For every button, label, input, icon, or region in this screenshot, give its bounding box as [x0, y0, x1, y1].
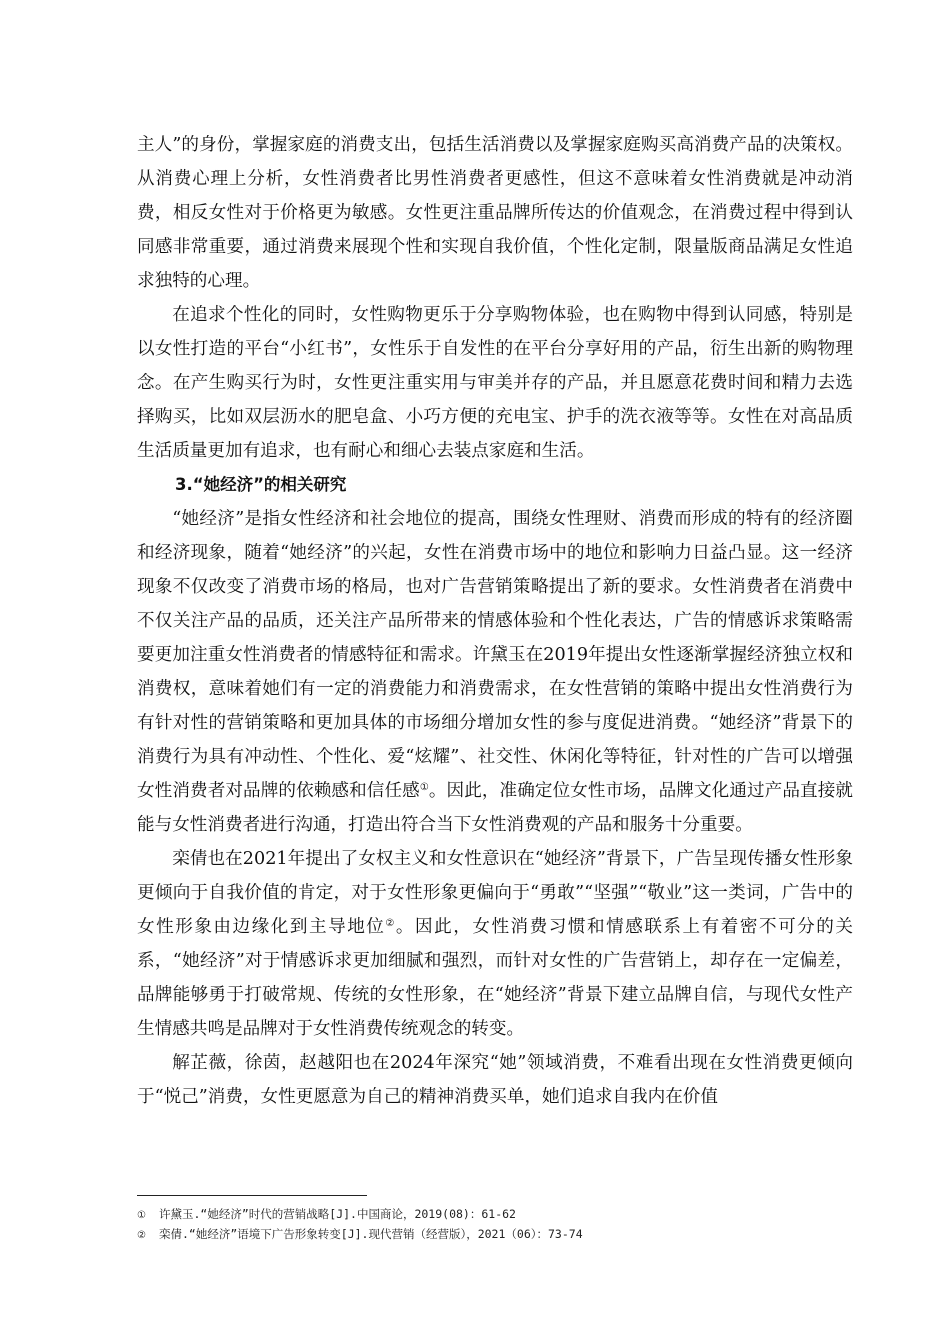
- footnote-1-text: 许黛玉.“她经济”时代的营销战略[J].中国商论，2019(08)：61-62: [159, 1207, 516, 1221]
- footnote-2: [137, 1225, 853, 1245]
- body-text: [137, 128, 853, 1114]
- paragraph-1: 主人”的身份，掌握家庭的消费支出，包括生活消费以及掌握家庭购买高消费产品的决策权。从消费心理上分析，女性消费者比男性消费者更感性，但这不意味着女性消费就是冲动消费，相反女性对于价格更为敏感。女性更注重品牌所传达的价值观念，在消费过程中得到认同感非常重要，通过消费来展现个性和实现自我价值，个性化定制，限量版商品满足女性追求独特的心理。: [137, 135, 853, 291]
- section-heading: 3.“她经济”的相关研究: [175, 475, 347, 494]
- paragraph-2: 在追求个性化的同时，女性购物更乐于分享购物体验，也在购物中得到认同感，特别是以女性打造的平台“小红书”，女性乐于自发性的在平台分享好用的产品，衍生出新的购物理念。在产生购买行为时，女性更注重实用与审美并存的产品，并且愿意花费时间和精力去选择购买，比如双层沥水的肥皂盒、小巧方便的充电宝、护手的洗衣液等等。女性在对高品质生活质量更加有追求，也有耐心和细心去装点家庭和生活。: [137, 305, 853, 461]
- footnote-ref-2[interactable]: ②: [385, 918, 396, 929]
- paragraph-4-text-b: 。因此，女性消费习惯和情感联系上有着密不可分的关系，“她经济”对于情感诉求更加细腻和强烈，而针对女性的广告营销上，却存在一定偏差，品牌能够勇于打破常规、传统的女性形象，在“她经济”背景下建立品牌自信，与现代女性产生情感共鸣是品牌对于女性消费传统观念的转变。: [137, 917, 853, 1039]
- footnote-1-mark: ①: [137, 1210, 146, 1221]
- paragraph-5: 解芷薇，徐茵，赵越阳也在2024年深究“她”领域消费，不难看出现在女性消费更倾向于“悦己”消费，女性更愿意为自己的精神消费买单，她们追求自我内在价值: [137, 1053, 853, 1107]
- paragraph-3-text-a: “她经济”是指女性经济和社会地位的提高，围绕女性理财、消费而形成的特有的经济圈和经济现象，随着“她经济”的兴起，女性在消费市场中的地位和影响力日益凸显。这一经济现象不仅改变了消费市场的格局，也对广告营销策略提出了新的要求。女性消费者在消费中不仅关注产品的品质，还关注产品所带来的情感体验和个性化表达，广告的情感诉求策略需要更加注重女性消费者的情感特征和需求。许黛玉在2019年提出女性逐渐掌握经济独立权和消费权，意味着她们有一定的消费能力和消费需求，在女性营销的策略中提出女性消费行为有针对性的营销策略和更加具体的市场细分增加女性的参与度促进消费。“她经济”背景下的消费行为具有冲动性、个性化、爱“炫耀”、社交性、休闲化等特征，针对性的广告可以增强女性消费者对品牌的依赖感和信任感: [137, 509, 853, 801]
- paragraph-3: [137, 502, 853, 842]
- paragraph-4-text-a: 栾倩也在2021年提出了女权主义和女性意识在“她经济”背景下，广告呈现传播女性形象更倾向于自我价值的肯定，对于女性形象更偏向于“勇敢”“坚强”“敬业”这一类词，广告中的女性形象由边缘化到主导地位: [137, 849, 853, 937]
- footnote-ref-1[interactable]: ①: [419, 782, 429, 793]
- footnote-divider: [137, 1195, 367, 1196]
- footnote-1: [137, 1205, 853, 1225]
- paragraph-3-text-b: 。因此，准确定位女性市场，品牌文化通过产品直接就能与女性消费者进行沟通，打造出符合当下女性消费观的产品和服务十分重要。: [137, 781, 853, 835]
- footnote-2-mark: ②: [137, 1230, 146, 1241]
- footnotes: [137, 1205, 853, 1245]
- footnote-2-text: 栾倩.“她经济”语境下广告形象转变[J].现代营销（经营版），2021（06）：73-74: [159, 1227, 583, 1241]
- paragraph-4: [137, 842, 853, 1046]
